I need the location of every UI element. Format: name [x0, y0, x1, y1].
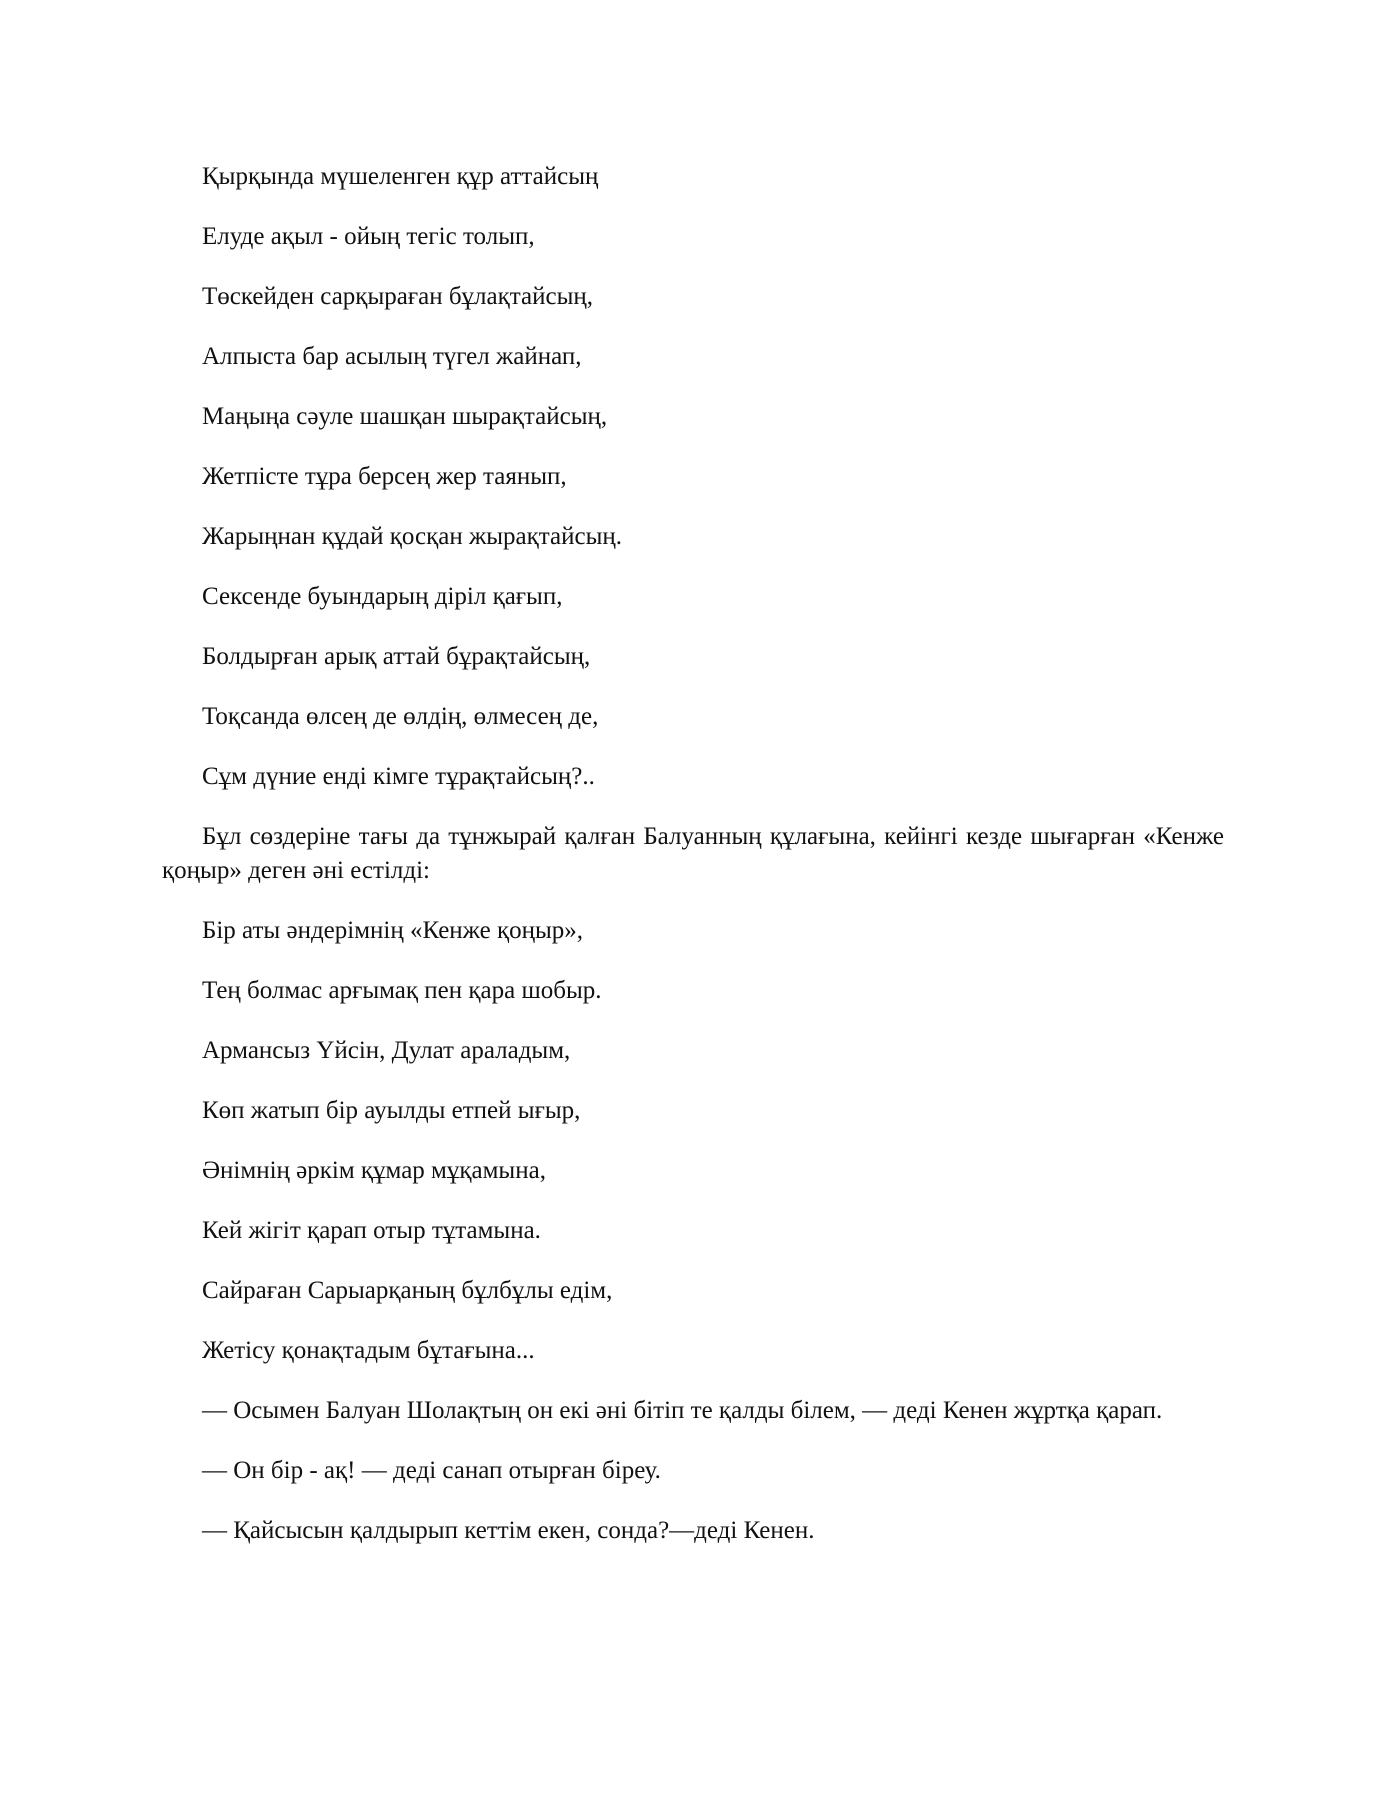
verse-line: Жарыңнан құдай қосқан жырақтайсың. — [202, 523, 623, 550]
verse-line: Сексенде буындарың діріл қағып, — [202, 583, 563, 610]
verse-block-1 — [162, 160, 1224, 794]
document-page — [162, 160, 1224, 1574]
dialogue-paragraph: — Он бір - ақ! — деді санап отырған біреу. — [202, 1457, 661, 1484]
verse-line: Бір аты әндерімнің «Кенже қоңыр», — [202, 917, 584, 944]
prose-paragraph: Бұл сөздеріне тағы да тұнжырай қалған Балуанның құлағына, кейінгі кезде шығарған «Кенже қоңыр» деген әні естілді: — [162, 823, 1224, 884]
verse-line: Болдырған арық аттай бұрақтайсың, — [202, 643, 591, 670]
verse-line: Маңыңа сәуле шашқан шырақтайсың, — [202, 403, 608, 430]
verse-line: Елуде ақыл - ойың тегіс толып, — [202, 223, 535, 250]
verse-line: Жетісу қонақтадым бұтағына... — [202, 1337, 535, 1364]
verse-line: Алпыста бар асылың түгел жайнап, — [202, 343, 582, 370]
verse-line: Қырқында мүшеленген құр аттайсың — [202, 163, 599, 190]
verse-line: Армансыз Үйсін, Дулат араладым, — [202, 1037, 571, 1064]
verse-line: Тоқсанда өлсең де өлдің, өлмесең де, — [202, 703, 599, 730]
dialogue-paragraph: — Қайсысын қалдырып кеттім екен, сонда?—деді Кенен. — [202, 1517, 815, 1544]
verse-line: Сайраған Сарыарқаның бұлбұлы едім, — [202, 1277, 613, 1304]
verse-line: Сұм дүние енді кімге тұрақтайсың?.. — [202, 763, 595, 790]
verse-line: Жетпісте тұра берсең жер таянып, — [202, 463, 567, 490]
verse-line: Көп жатып бір ауылды етпей ығыр, — [202, 1097, 581, 1124]
verse-block-2 — [162, 914, 1224, 1368]
verse-line: Тең болмас арғымақ пен қара шобыр. — [202, 977, 602, 1004]
verse-line: Әнімнің әркім құмар мұқамына, — [202, 1157, 546, 1184]
verse-line: Кей жігіт қарап отыр тұтамына. — [202, 1217, 541, 1244]
verse-line: Төскейден сарқыраған бұлақтайсың, — [202, 283, 593, 310]
dialogue-paragraph: — Осымен Балуан Шолақтың он екі әні бітіп те қалды білем, — деді Кенен жұртқа қарап. — [202, 1397, 1163, 1424]
